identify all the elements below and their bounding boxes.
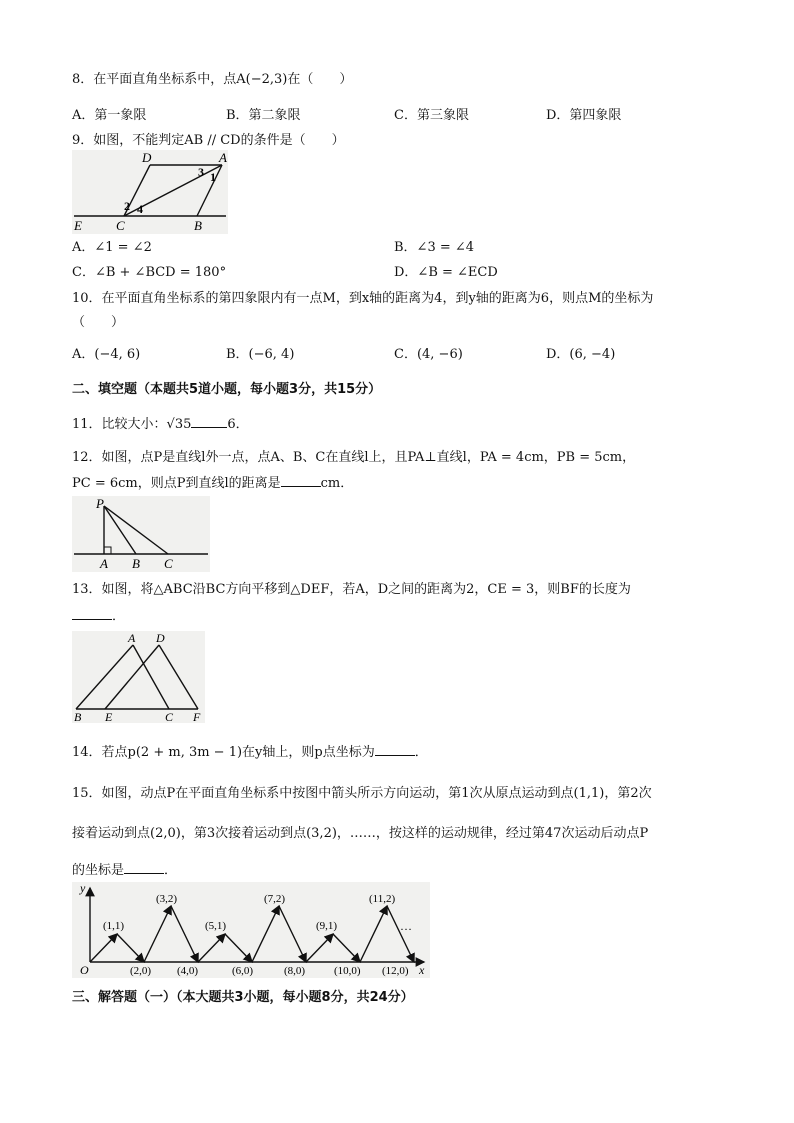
q9-figure xyxy=(72,150,228,234)
q12-line1: 12．如图，点P是直线l外一点，点A、B、C在直线l上，且PA⊥直线l，PA = 4cm，PB = 5cm， xyxy=(72,450,636,465)
q15-line3 xyxy=(72,860,177,880)
q15-label-x: x xyxy=(419,963,425,977)
q8-option-d: D．第四象限 xyxy=(546,108,622,123)
q12-label-c: C xyxy=(164,556,173,571)
q15-label-ellipsis: … xyxy=(400,919,412,933)
q14-line xyxy=(72,742,428,762)
q11-answer-blank[interactable] xyxy=(191,414,227,428)
q13-label-a: A xyxy=(128,631,136,645)
q15-label-y: y xyxy=(80,882,86,895)
q12-label-p: P xyxy=(96,496,104,511)
q14-suffix: ． xyxy=(414,745,428,760)
q8-option-b: B．第二象限 xyxy=(226,108,301,123)
q9-stem: 9．如图，不能判定AB // CD的条件是（ ） xyxy=(72,133,345,148)
q15-point-7-2: (7,2) xyxy=(264,893,286,905)
q15-point-5-1: (5,1) xyxy=(205,920,227,932)
q15-figure xyxy=(72,882,430,978)
q13-label-e: E xyxy=(105,710,113,723)
q10-stem-line2: （ ） xyxy=(72,315,125,330)
q12-line2-prefix: PC = 6cm，则点P到直线l的距离是 xyxy=(72,476,281,491)
q9-option-c: C．∠B + ∠BCD = 180° xyxy=(72,265,227,280)
q13-label-b: B xyxy=(74,710,82,723)
q13-figure xyxy=(72,631,205,723)
q11-line xyxy=(72,414,249,434)
q15-line2: 接着运动到点(2,0)，第3次接着运动到点(3,2)，……，按这样的运动规律，经过第47次运动后动点P xyxy=(72,826,649,841)
q14-prefix: 14．若点p(2 + m, 3m − 1)在y轴上，则p点坐标为 xyxy=(72,745,375,760)
q13-answer-blank[interactable] xyxy=(72,606,112,620)
q13-line1: 13．如图，将△ABC沿BC方向平移到△DEF，若A，D之间的距离为2，CE = 3，则BF的长度为 xyxy=(72,582,631,597)
q9-label-3: 3 xyxy=(198,165,204,179)
q15-line1: 15．如图，动点P在平面直角坐标系中按图中箭头所示方向运动，第1次从原点运动到点(1,1)，第2次 xyxy=(72,786,652,801)
q15-point-1-1: (1,1) xyxy=(103,920,125,932)
q15-point-2-0: (2,0) xyxy=(130,965,152,977)
q15-point-11-2: (11,2) xyxy=(369,893,396,905)
q8-option-a: A．第一象限 xyxy=(72,108,147,123)
q10-option-a: A．(−4, 6) xyxy=(72,347,141,362)
q15-point-9-1: (9,1) xyxy=(316,920,338,932)
q9-label-c: C xyxy=(116,218,125,233)
q15-line3-suffix: ． xyxy=(164,863,178,878)
q13-label-d: D xyxy=(156,631,165,645)
section3-title: 三、解答题（一）（本大题共3小题，每小题8分，共24分） xyxy=(72,990,414,1005)
q15-point-12-0: (12,0) xyxy=(382,965,409,977)
q13-line2 xyxy=(72,606,125,626)
q15-point-3-2: (3,2) xyxy=(156,893,178,905)
q12-label-b: B xyxy=(132,556,140,571)
q10-stem-line1: 10．在平面直角坐标系的第四象限内有一点M，到x轴的距离为4，到y轴的距离为6，则点M的坐标为 xyxy=(72,291,654,306)
q11-suffix: 6． xyxy=(227,417,249,432)
q12-figure xyxy=(72,496,210,572)
q9-label-b: B xyxy=(194,218,202,233)
q15-answer-blank[interactable] xyxy=(124,860,164,874)
q9-label-2: 2 xyxy=(124,199,130,213)
q11-prefix: 11．比较大小：√35 xyxy=(72,417,192,432)
q15-line3-prefix: 的坐标是 xyxy=(72,863,125,878)
q10-option-c: C．(4, −6) xyxy=(394,347,463,362)
section2-title: 二、填空题（本题共5道小题，每小题3分，共15分） xyxy=(72,382,382,397)
q15-point-10-0: (10,0) xyxy=(334,965,361,977)
q9-option-b: B．∠3 = ∠4 xyxy=(394,240,475,255)
q15-point-4-0: (4,0) xyxy=(177,965,199,977)
q9-label-a: A xyxy=(219,150,227,165)
q15-label-origin: O xyxy=(80,963,89,977)
q12-line2 xyxy=(72,473,353,493)
q8-stem: 8．在平面直角坐标系中，点A(−2,3)在（ ） xyxy=(72,72,353,87)
q12-label-a: A xyxy=(100,556,108,571)
q10-option-d: D．(6, −4) xyxy=(546,347,616,362)
q8-option-c: C．第三象限 xyxy=(394,108,469,123)
q13-label-c: C xyxy=(165,710,174,723)
q15-point-8-0: (8,0) xyxy=(284,965,306,977)
q9-option-d: D．∠B = ∠ECD xyxy=(394,265,498,280)
q13-line2-suffix: ． xyxy=(112,609,126,624)
q9-label-1: 1 xyxy=(210,170,216,184)
q9-label-4: 4 xyxy=(137,202,143,216)
q12-answer-blank[interactable] xyxy=(281,473,321,487)
q9-label-d: D xyxy=(142,150,152,165)
q13-label-f: F xyxy=(193,710,201,723)
q15-point-6-0: (6,0) xyxy=(232,965,254,977)
q10-option-b: B．(−6, 4) xyxy=(226,347,295,362)
q9-option-a: A．∠1 = ∠2 xyxy=(72,240,152,255)
q12-line2-suffix: cm． xyxy=(320,476,354,491)
q9-label-e: E xyxy=(74,218,82,233)
q14-answer-blank[interactable] xyxy=(375,742,415,756)
